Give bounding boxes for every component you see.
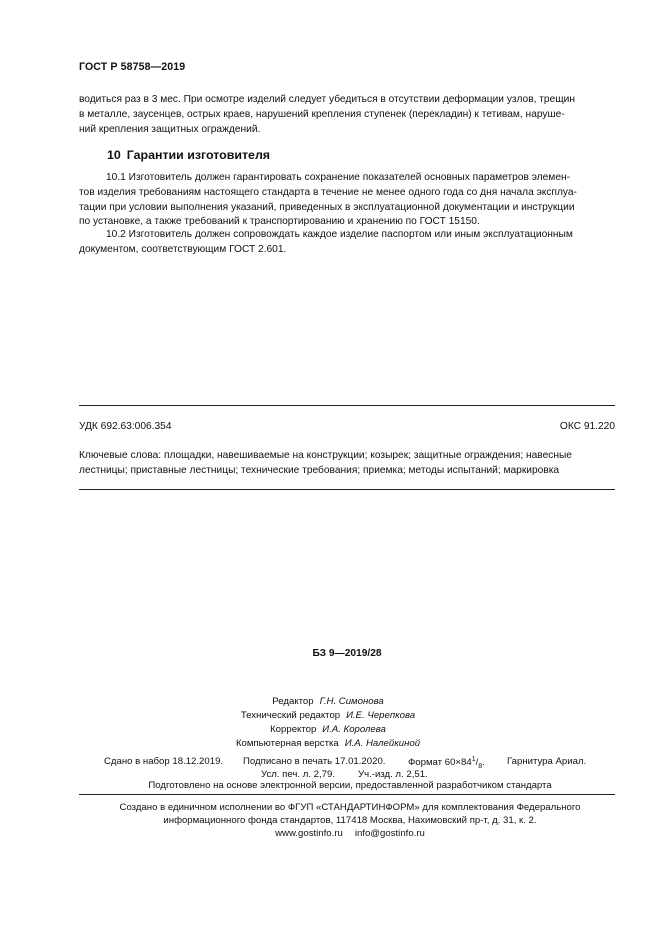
format-den: 8 (478, 763, 483, 771)
text-line: водиться раз в 3 мес. При осмотре изделий следует убедиться в отсутствии деформации узлов, трещин (79, 94, 575, 105)
staff-role: Корректор (270, 724, 317, 735)
bz-code: БЗ 9—2019/28 (312, 648, 382, 659)
imprint-font: Гарнитура Ариал. (507, 756, 587, 767)
staff-role: Технический редактор (240, 710, 341, 721)
staff-editor (60, 696, 596, 707)
staff-name: И.А. Королева (322, 724, 386, 735)
staff-layout (60, 738, 596, 749)
staff-role: Редактор (272, 696, 314, 707)
format-text: Формат 60×84 (408, 757, 472, 769)
text-line: лестницы; приставные лестницы; технические требования; приемка; методы испытаний; маркировка (79, 464, 560, 476)
imprint-print-sheets: Усл. печ. л. 2,79. (261, 769, 335, 780)
footer-contacts (60, 828, 640, 839)
section-heading (107, 148, 276, 162)
staff-role: Компьютерная верстка (235, 738, 339, 749)
staff-name: Г.Н. Симонова (319, 696, 384, 707)
imprint-signed: Подписано в печать 17.01.2020. (243, 756, 386, 767)
document-header: ГОСТ Р 58758—2019 (79, 61, 186, 73)
divider-top (79, 405, 615, 406)
udk-code: УДК 692.63:006.354 (79, 421, 172, 432)
imprint-submitted: Сдано в набор 18.12.2019. (104, 756, 224, 767)
oks-code: ОКС 91.220 (559, 421, 615, 432)
staff-tech-editor (60, 710, 596, 721)
divider-keywords (79, 489, 615, 490)
imprint-pub-sheets: Уч.-изд. л. 2,51. (358, 769, 428, 780)
text-line: тации при условии выполнения указаний, приведенных в эксплуатационной документации и инструкции (79, 201, 575, 213)
section-number: 10 (107, 148, 121, 162)
footer-line: информационного фонда стандартов, 117418 Москва, Нахимовский пр-т, д. 31, к. 2. (163, 815, 537, 826)
text-line: в металле, заусенцев, острых краев, нарушений крепления ступенек (перекладин) к тетивам, наруше- (79, 108, 565, 120)
text-line: тов изделия требованиям настоящего стандарта в течение не менее одного года со дня начала эксплуа- (79, 186, 577, 198)
imprint-format: Формат $60\times 84^1/_8$. (408, 756, 485, 771)
clause-10-2 (79, 228, 615, 258)
format-num: 1 (471, 756, 476, 763)
clause-10-1 (79, 171, 615, 230)
text-line: Ключевые слова: площадки, навешиваемые на конструкции; козырек; защитные ограждения; навесные (79, 450, 572, 461)
divider-footer (79, 794, 615, 795)
staff-name: И.А. Налейкиной (344, 738, 421, 749)
keywords (79, 449, 615, 479)
staff-corrector (60, 724, 596, 735)
imprint-prepared: Подготовлено на основе электронной версии, предоставленной разработчиком стандарта (148, 780, 552, 791)
text-line: 10.2 Изготовитель должен сопровождать каждое изделие паспортом или иным эксплуатационным (106, 229, 573, 240)
website-link[interactable]: www.gostinfo.ru (275, 828, 343, 839)
footer-line: Создано в единичном исполнении во ФГУП «СТАНДАРТИНФОРМ» для комплектования Федерального (119, 802, 581, 813)
staff-name: И.Е. Черепкова (346, 710, 416, 721)
text-line: ний крепления защитных ограждений. (79, 123, 261, 135)
intro-paragraph (79, 93, 615, 137)
text-line: по установке, а также требований к транспортированию и хранению по ГОСТ 15150. (79, 216, 480, 228)
text-line: 10.1 Изготовитель должен гарантировать сохранение показателей основных параметров элемен- (106, 172, 571, 183)
email-link[interactable]: info@gostinfo.ru (354, 828, 425, 839)
text-line: документом, соответствующим ГОСТ 2.601. (79, 243, 287, 255)
section-title: Гарантии изготовителя (126, 148, 271, 162)
